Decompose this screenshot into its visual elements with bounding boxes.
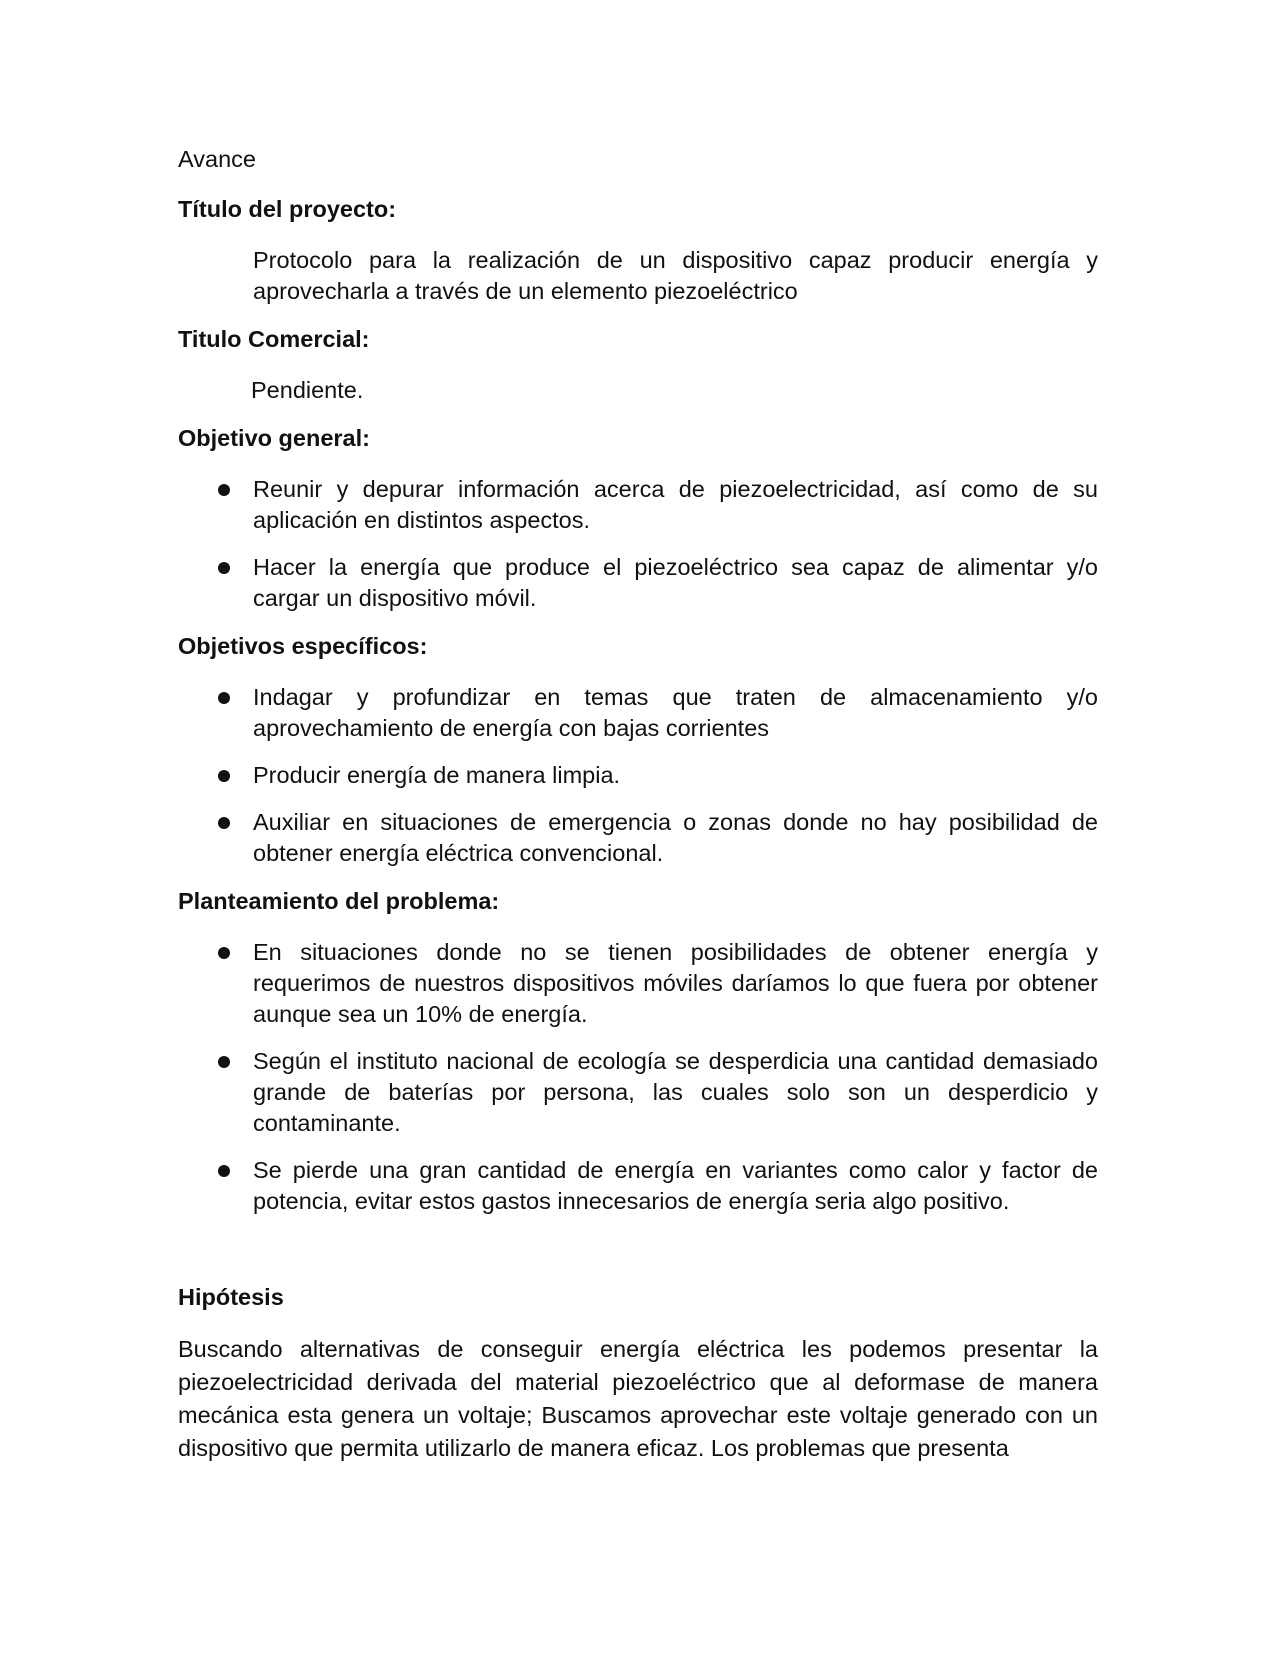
- general-objective-heading: Objetivo general:: [178, 425, 370, 451]
- list-item-text: Hacer la energía que produce el piezoeléctrico sea capaz de alimentar y/o cargar un dispositivo móvil.: [253, 554, 1098, 611]
- commercial-title-heading: Titulo Comercial:: [178, 326, 370, 352]
- list-item-text: Producir energía de manera limpia.: [253, 762, 621, 788]
- document-body: [178, 144, 1098, 1465]
- document-label: Avance: [178, 146, 256, 172]
- list-item-text: En situaciones donde no se tienen posibilidades de obtener energía y requerimos de nuestros dispositivos móviles daríamos lo que fuera por obtener aunque sea un 10% de energía.: [253, 939, 1098, 1027]
- list-item: [178, 937, 1098, 1030]
- list-item-text: Según el instituto nacional de ecología se desperdicia una cantidad demasiado grande de baterías por persona, las cuales solo son un desperdicio y contaminante.: [253, 1048, 1098, 1136]
- general-objective-list: [178, 474, 1098, 614]
- commercial-title-text: Pendiente.: [251, 377, 364, 403]
- list-item: [178, 552, 1098, 614]
- bullet-icon: [218, 770, 230, 782]
- hypothesis-paragraph: Buscando alternativas de conseguir energía eléctrica les podemos presentar la piezoelectricidad derivada del material piezoeléctrico que al deformase de manera mecánica esta genera un voltaje; Buscamos aprovechar este voltaje generado con un dispositivo que permita utilizarlo de manera eficaz. Los problemas que presenta: [178, 1336, 1098, 1461]
- list-item-text: Reunir y depurar información acerca de piezoelectricidad, así como de su aplicación en distintos aspectos.: [253, 476, 1098, 533]
- specific-objectives-heading: Objetivos específicos:: [178, 633, 428, 659]
- problem-statement-heading: Planteamiento del problema:: [178, 888, 500, 914]
- bullet-icon: [218, 562, 230, 574]
- bullet-icon: [218, 692, 230, 704]
- section-spacer: [178, 1234, 1098, 1282]
- list-item-text: Indagar y profundizar en temas que traten de almacenamiento y/o aprovechamiento de energía con bajas corrientes: [253, 684, 1098, 741]
- list-item: [178, 807, 1098, 869]
- list-item: [178, 1046, 1098, 1139]
- hypothesis-heading: Hipótesis: [178, 1284, 284, 1310]
- list-item-text: Auxiliar en situaciones de emergencia o zonas donde no hay posibilidad de obtener energía eléctrica convencional.: [253, 809, 1098, 866]
- bullet-icon: [218, 817, 230, 829]
- list-item: [178, 760, 1098, 791]
- list-item-text: Se pierde una gran cantidad de energía en variantes como calor y factor de potencia, evitar estos gastos innecesarios de energía seria algo positivo.: [253, 1157, 1098, 1214]
- list-item: [178, 682, 1098, 744]
- bullet-icon: [218, 1165, 230, 1177]
- project-title-heading: Título del proyecto:: [178, 196, 397, 222]
- bullet-icon: [218, 947, 230, 959]
- bullet-icon: [218, 1056, 230, 1068]
- problem-statement-list: [178, 937, 1098, 1217]
- specific-objectives-list: [178, 682, 1098, 869]
- bullet-icon: [218, 484, 230, 496]
- project-title-text: Protocolo para la realización de un dispositivo capaz producir energía y aprovecharla a través de un elemento piezoeléctrico: [253, 247, 1098, 304]
- list-item: [178, 474, 1098, 536]
- list-item: [178, 1155, 1098, 1217]
